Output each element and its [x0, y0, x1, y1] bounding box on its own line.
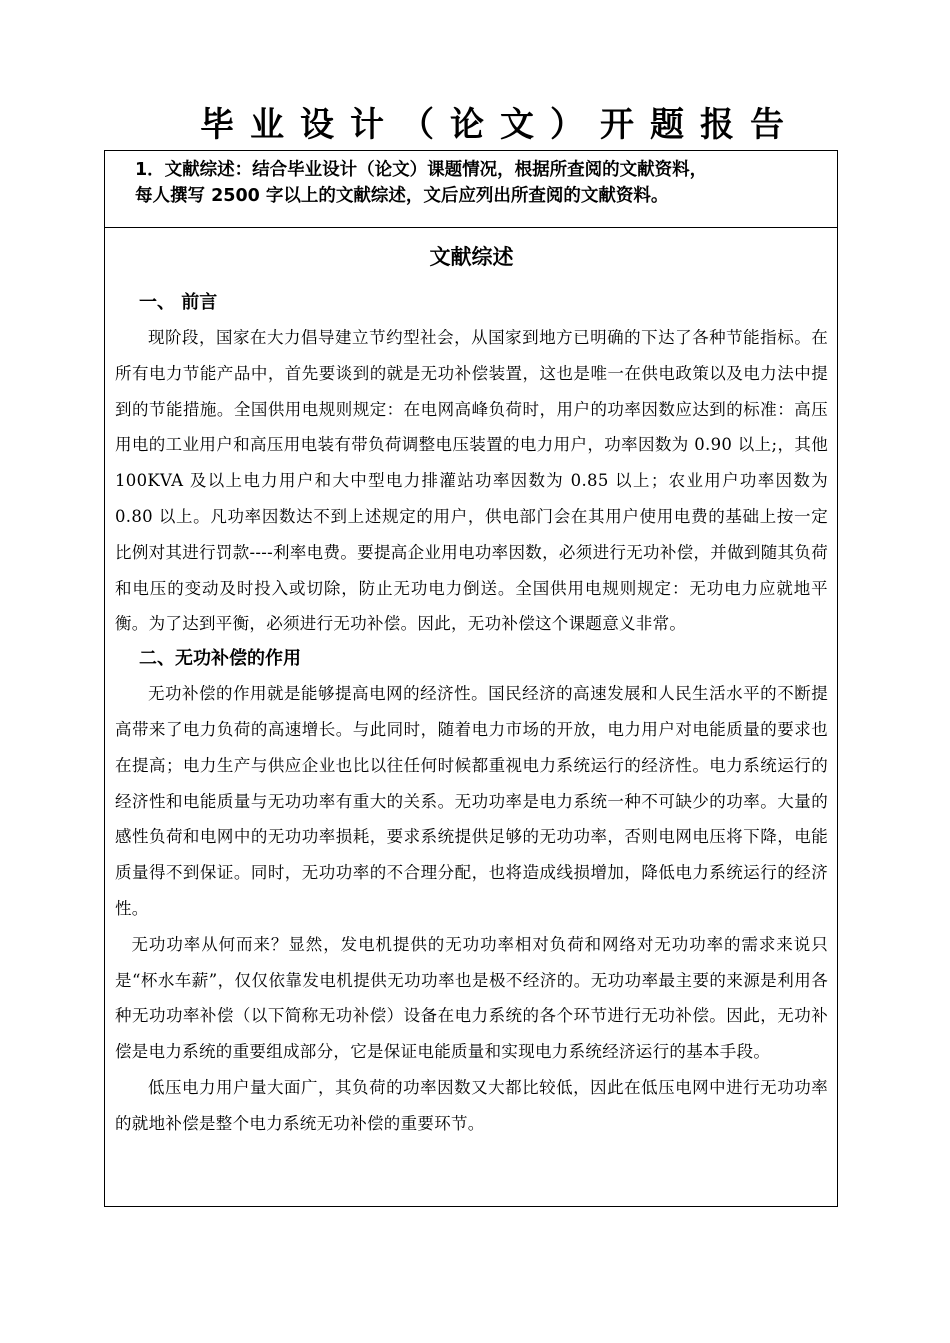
heading-preface: 一、 前言	[139, 292, 218, 313]
report-form-box	[104, 150, 838, 1207]
instruction-line-2: 每人撰写 2500 字以上的文献综述，文后应列出所查阅的文献资料。	[135, 186, 669, 206]
paragraph-preface: 现阶段，国家在大力倡导建立节约型社会，从国家到地方已明确的下达了各种节能指标。在所有电力节能产品中，首先要谈到的就是无功补偿装置，这也是唯一在供电政策以及电力法中提到的节能措施。全国供用电规则规定：在电网高峰负荷时，用户的功率因数应达到的标准：高压用电的工业用户和高压用电装有带负荷调整电压装置的电力用户，功率因数为 0.90 以上;，其他 100KVA 及以上电力用户和大中型电力排灌站功率因数为 0.85 以上；农业用户功率因数为 0.80 以上。凡功率因数达不到上述规定的用户，供电部门会在其用户使用电费的基础上按一定比例对其进行罚款----利率电费。要提高企业用电功率因数，必须进行无功补偿，并做到随其负荷和电压的变动及时投入或切除，防止无功电力倒送。全国供用电规则规定：无功电力应就地平衡。为了达到平衡，必须进行无功补偿。因此，无功补偿这个课题意义非常。	[115, 328, 828, 634]
section-title: 文献综述	[429, 245, 514, 269]
page-title: 毕业设计（论文）开题报告	[200, 105, 800, 145]
paragraph-role-3: 低压电力用户量大面广，其负荷的功率因数又大都比较低，因此在低压电网中进行无功功率的就地补偿是整个电力系统无功补偿的重要环节。	[115, 1077, 828, 1133]
instruction-cell	[105, 151, 837, 228]
literature-review-content	[105, 228, 837, 1142]
instruction-line-1: 1．文献综述：结合毕业设计（论文）课题情况，根据所查阅的文献资料，	[135, 160, 708, 180]
paragraph-role-2: 无功功率从何而来？显然，发电机提供的无功功率相对负荷和网络对无功功率的需求来说只是“杯水车薪”，仅仅依靠发电机提供无功功率也是极不经济的。无功功率最主要的来源是利用各种无功功率补偿（以下简称无功补偿）设备在电力系统的各个环节进行无功补偿。因此，无功补偿是电力系统的重要组成部分，它是保证电能质量和实现电力系统经济运行的基本手段。	[115, 934, 828, 1062]
heading-reactive-compensation-role: 二、无功补偿的作用	[139, 648, 301, 670]
paragraph-role-1: 无功补偿的作用就是能够提高电网的经济性。国民经济的高速发展和人民生活水平的不断提高带来了电力负荷的高速增长。与此同时，随着电力市场的开放，电力用户对电能质量的要求也在提高；电力生产与供应企业也比以往任何时候都重视电力系统运行的经济性。电力系统运行的经济性和电能质量与无功功率有重大的关系。无功功率是电力系统一种不可缺少的功率。大量的感性负荷和电网中的无功功率损耗，要求系统提供足够的无功功率，否则电网电压将下降，电能质量得不到保证。同时，无功功率的不合理分配，也将造成线损增加，降低电力系统运行的经济性。	[115, 684, 828, 918]
